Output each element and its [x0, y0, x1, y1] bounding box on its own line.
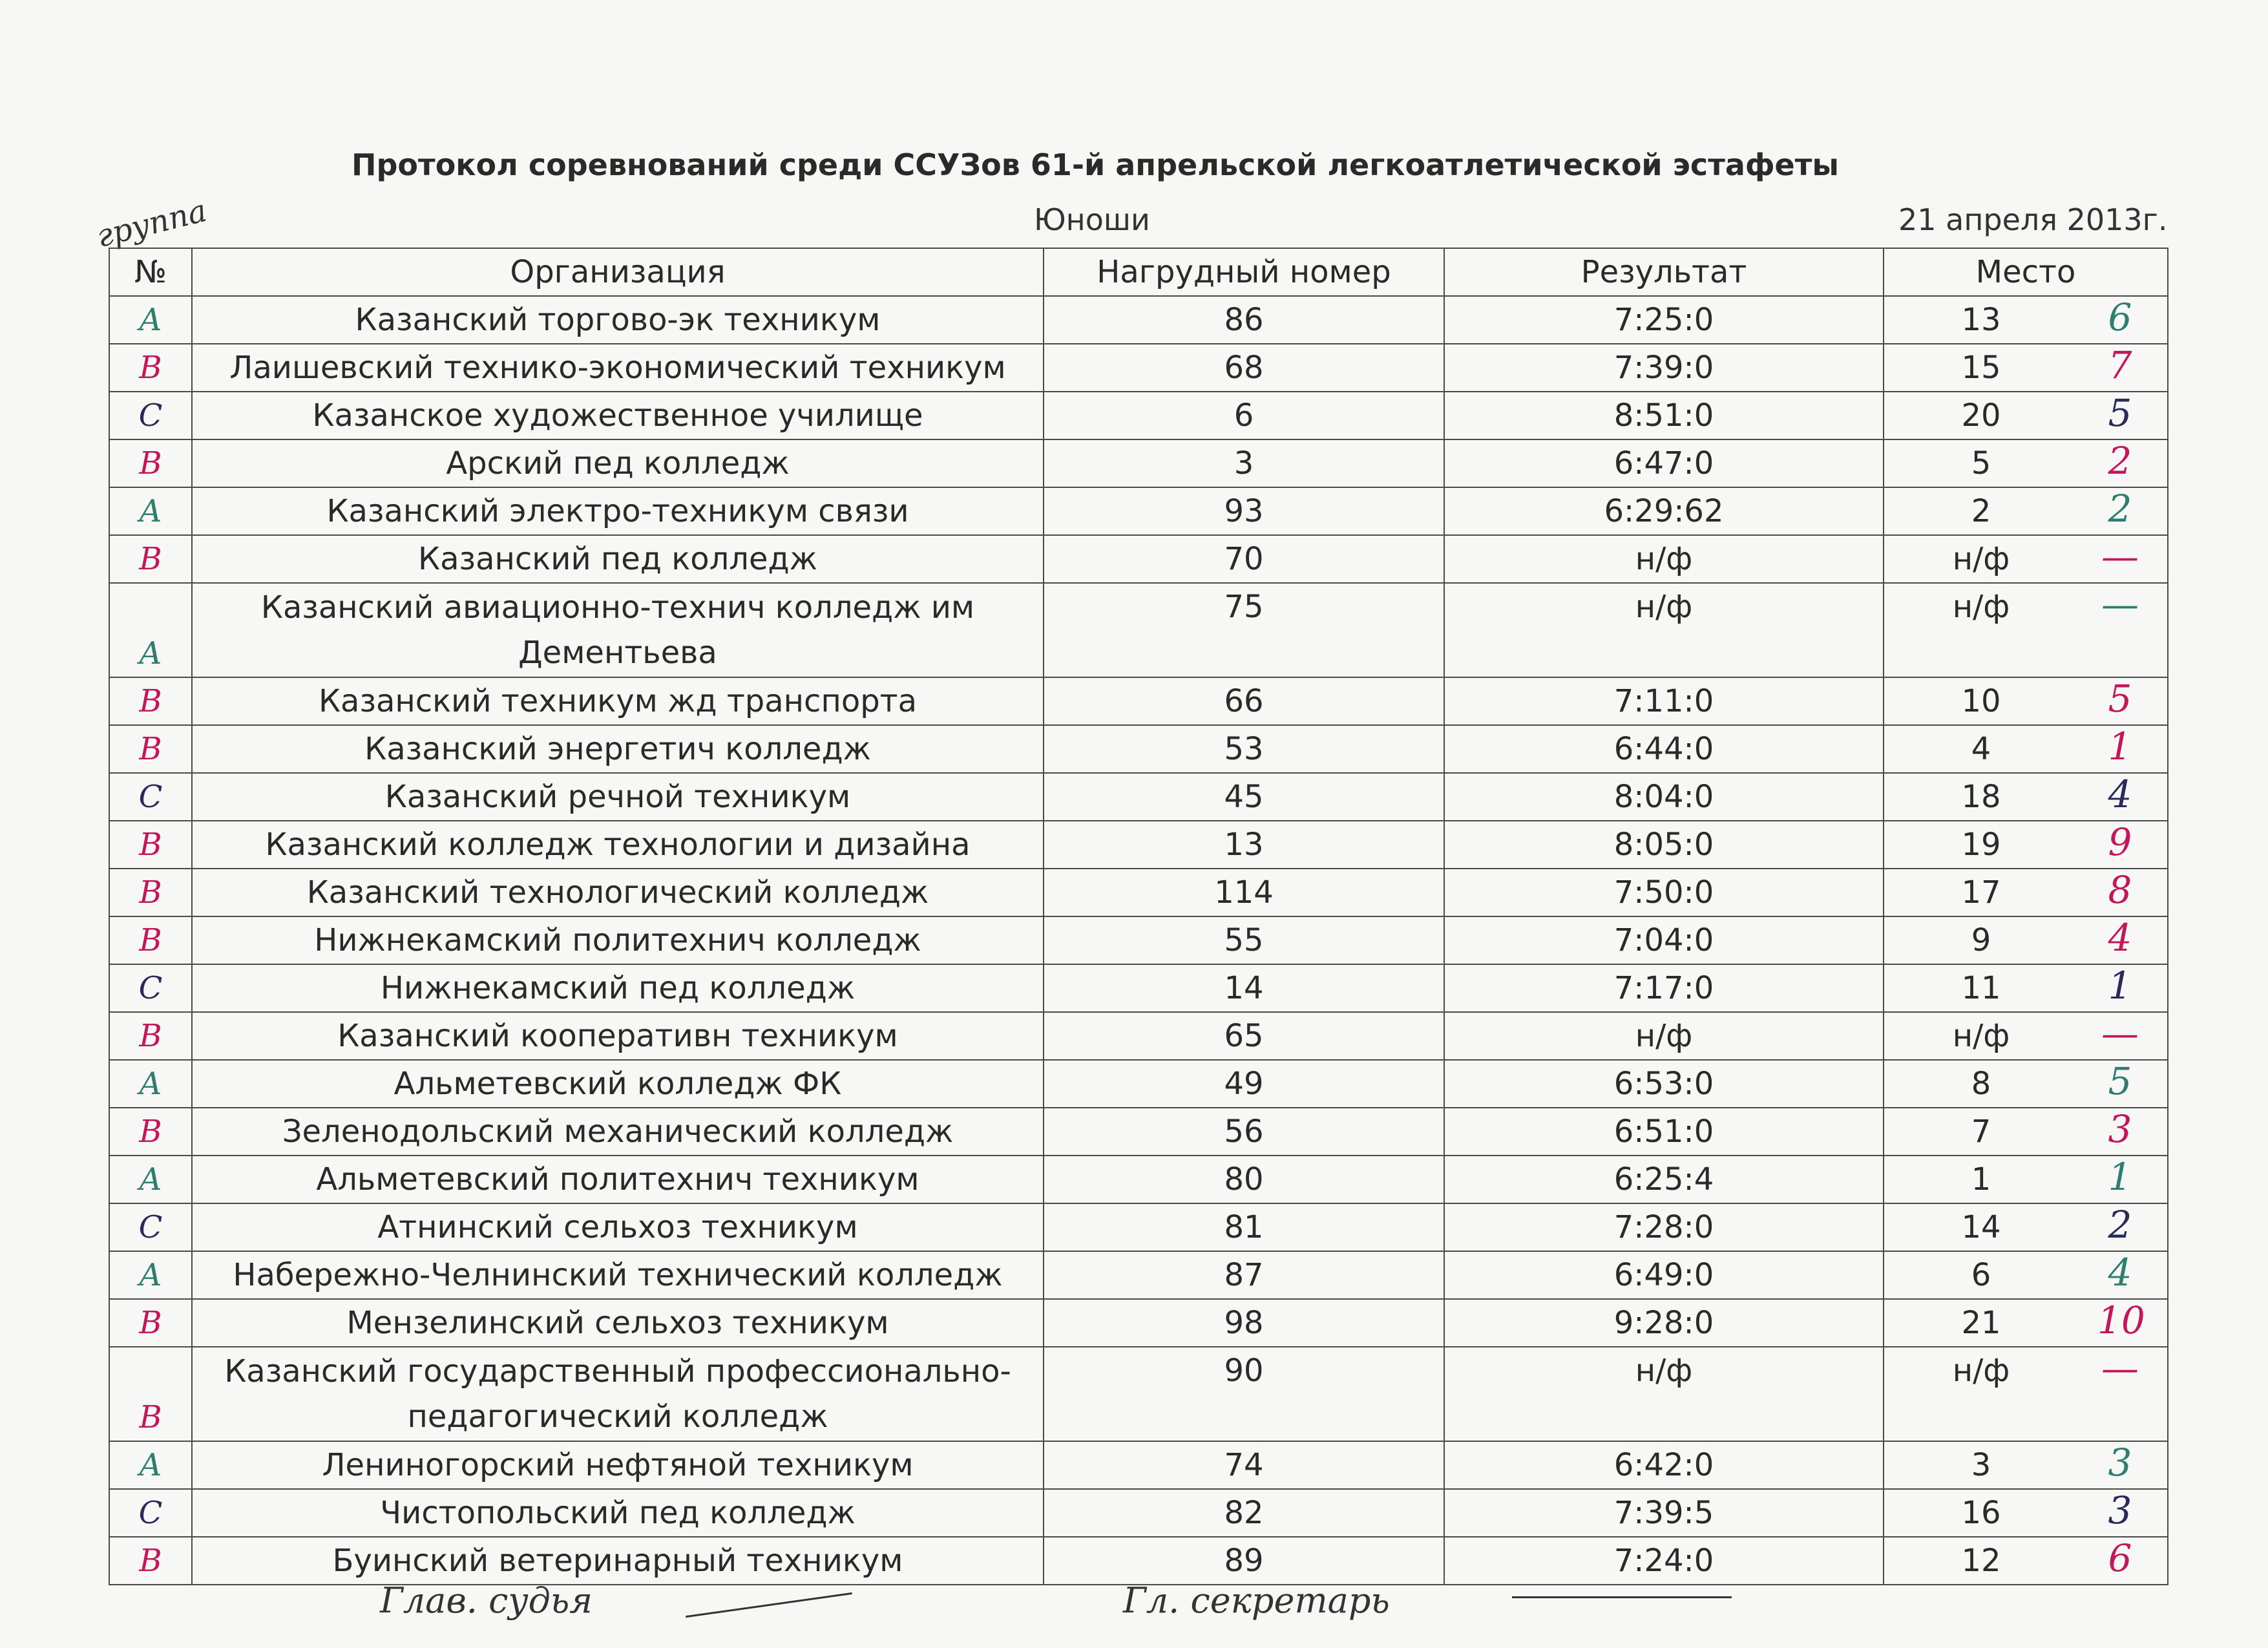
group-cell: B [109, 1108, 192, 1156]
organization-cell: Альметевский колледж ФК [192, 1060, 1044, 1108]
result-cell: 8:04:0 [1444, 773, 1884, 821]
table-row [109, 964, 2168, 1012]
organization-cell: Казанский техникум жд транспорта [192, 677, 1044, 725]
bib-cell: 53 [1044, 725, 1444, 773]
bib-cell: 70 [1044, 535, 1444, 583]
organization-cell: Казанский торгово-эк техникум [192, 296, 1044, 344]
result-cell: 7:28:0 [1444, 1203, 1884, 1251]
place-value: 11 [1961, 970, 2001, 1006]
group-cell: B [109, 535, 192, 583]
group-place-value: 2 [2108, 1203, 2132, 1247]
result-cell: 7:17:0 [1444, 964, 1884, 1012]
organization-cell: Атнинский сельхоз техникум [192, 1203, 1044, 1251]
bib-cell: 75 [1044, 583, 1444, 677]
result-cell: 6:25:4 [1444, 1156, 1884, 1203]
organization-cell: Зеленодольский механический колледж [192, 1108, 1044, 1156]
results-table [109, 248, 2168, 1585]
group-cell: B [109, 821, 192, 869]
group-place-value: 6 [2108, 295, 2132, 339]
table-row [109, 677, 2168, 725]
table-row [109, 1347, 2168, 1441]
place-value: 19 [1961, 827, 2001, 863]
bib-cell: 45 [1044, 773, 1444, 821]
group-cell: A [109, 1060, 192, 1108]
bib-cell: 81 [1044, 1203, 1444, 1251]
place-cell [1884, 1537, 2168, 1585]
table-row [109, 535, 2168, 583]
place-value: 8 [1971, 1066, 1991, 1102]
bib-cell: 87 [1044, 1251, 1444, 1299]
table-row [109, 725, 2168, 773]
table-row [109, 1299, 2168, 1347]
place-value: 7 [1971, 1114, 1991, 1150]
result-cell: 6:42:0 [1444, 1441, 1884, 1489]
group-place-value: 4 [2108, 1251, 2132, 1294]
table-row [109, 1489, 2168, 1537]
bib-cell: 86 [1044, 296, 1444, 344]
organization-cell: Казанский электро-техникум связи [192, 487, 1044, 535]
result-cell: 6:53:0 [1444, 1060, 1884, 1108]
organization-cell: Мензелинский сельхоз техникум [192, 1299, 1044, 1347]
group-cell: B [109, 725, 192, 773]
place-cell [1884, 1251, 2168, 1299]
table-row [109, 344, 2168, 392]
result-cell: 7:04:0 [1444, 916, 1884, 964]
result-cell: 7:24:0 [1444, 1537, 1884, 1585]
table-row [109, 1060, 2168, 1108]
place-cell [1884, 296, 2168, 344]
place-value: 18 [1961, 779, 2001, 815]
group-place-value: — [2101, 582, 2139, 626]
organization-cell: Казанское художественное училище [192, 392, 1044, 439]
place-cell [1884, 1489, 2168, 1537]
organization-cell: Нижнекамский пед колледж [192, 964, 1044, 1012]
result-cell: 7:39:0 [1444, 344, 1884, 392]
group-place-value: 5 [2108, 391, 2132, 435]
organization-cell: Альметевский политехнич техникум [192, 1156, 1044, 1203]
organization-cell: Казанский пед колледж [192, 535, 1044, 583]
bib-cell: 56 [1044, 1108, 1444, 1156]
organization-cell: Казанский речной техникум [192, 773, 1044, 821]
group-cell: B [109, 439, 192, 487]
group-place-value: — [2101, 1346, 2139, 1390]
organization-cell: Лениногорский нефтяной техникум [192, 1441, 1044, 1489]
table-header-row [109, 248, 2168, 296]
table-row [109, 1108, 2168, 1156]
bib-cell: 80 [1044, 1156, 1444, 1203]
table-row [109, 1203, 2168, 1251]
place-value: 5 [1971, 445, 1991, 481]
group-place-value: 7 [2108, 343, 2132, 387]
group-place-value: — [2101, 1011, 2139, 1055]
table-row [109, 1156, 2168, 1203]
place-cell [1884, 1156, 2168, 1203]
table-row [109, 1441, 2168, 1489]
result-cell: 7:11:0 [1444, 677, 1884, 725]
place-cell [1884, 869, 2168, 916]
group-cell: B [109, 677, 192, 725]
table-row [109, 439, 2168, 487]
place-cell [1884, 821, 2168, 869]
group-place-value: 5 [2108, 677, 2132, 721]
result-cell: 7:50:0 [1444, 869, 1884, 916]
group-cell: A [109, 296, 192, 344]
organization-cell: Казанский колледж технологии и дизайна [192, 821, 1044, 869]
result-cell: 6:51:0 [1444, 1108, 1884, 1156]
result-cell: 6:44:0 [1444, 725, 1884, 773]
group-place-value: — [2101, 534, 2139, 578]
bib-cell: 90 [1044, 1347, 1444, 1441]
place-cell [1884, 1108, 2168, 1156]
chief-judge-signature [686, 1592, 852, 1618]
place-cell [1884, 392, 2168, 439]
place-value: 12 [1961, 1543, 2001, 1579]
organization-cell: Набережно-Челнинский технический колледж [192, 1251, 1044, 1299]
group-cell: B [109, 344, 192, 392]
group-place-value: 6 [2108, 1536, 2132, 1580]
column-header-number: № [109, 248, 192, 296]
group-cell: C [109, 392, 192, 439]
place-value: 14 [1961, 1209, 2001, 1245]
table-row [109, 821, 2168, 869]
secretary-signature [1512, 1596, 1732, 1598]
bib-cell: 3 [1044, 439, 1444, 487]
result-cell: н/ф [1444, 535, 1884, 583]
bib-cell: 89 [1044, 1537, 1444, 1585]
table-row [109, 1537, 2168, 1585]
group-cell: A [109, 487, 192, 535]
organization-cell: Казанский кооперативн техникум [192, 1012, 1044, 1060]
chief-judge-label: Глав. судья [380, 1580, 593, 1621]
place-value: 10 [1961, 683, 2001, 719]
category-label: Юноши [1034, 202, 1150, 237]
place-value: н/ф [1952, 1353, 2010, 1389]
group-cell: B [109, 916, 192, 964]
table-row [109, 1251, 2168, 1299]
place-value: 17 [1961, 874, 2001, 911]
column-header-place: Место [1884, 248, 2168, 296]
group-place-value: 3 [2108, 1441, 2132, 1484]
place-value: н/ф [1952, 1018, 2010, 1054]
place-cell [1884, 487, 2168, 535]
organization-cell: Буинский ветеринарный техникум [192, 1537, 1044, 1585]
column-header-organization: Организация [192, 248, 1044, 296]
result-cell: н/ф [1444, 1347, 1884, 1441]
result-cell: н/ф [1444, 583, 1884, 677]
result-cell: 7:39:5 [1444, 1489, 1884, 1537]
bib-cell: 13 [1044, 821, 1444, 869]
bib-cell: 68 [1044, 344, 1444, 392]
bib-cell: 65 [1044, 1012, 1444, 1060]
page-title: Протокол соревнований среди ССУЗов 61-й апрельской легкоатлетической эстафеты [352, 147, 1839, 182]
place-cell [1884, 1441, 2168, 1489]
result-cell: 6:29:62 [1444, 487, 1884, 535]
secretary-label: Гл. секретарь [1123, 1580, 1390, 1621]
organization-cell: Арский пед колледж [192, 439, 1044, 487]
place-cell [1884, 583, 2168, 677]
group-place-value: 4 [2108, 916, 2132, 960]
bib-cell: 49 [1044, 1060, 1444, 1108]
place-value: 15 [1961, 350, 2001, 386]
protocol-date: 21 апреля 2013г. [1898, 202, 2168, 237]
place-cell [1884, 1347, 2168, 1441]
place-cell [1884, 439, 2168, 487]
table-row [109, 1012, 2168, 1060]
organization-cell: Казанский государственный профессионально-педагогический колледж [192, 1347, 1044, 1441]
group-place-value: 1 [2108, 724, 2132, 768]
place-cell [1884, 1203, 2168, 1251]
place-cell [1884, 1060, 2168, 1108]
place-value: 9 [1971, 922, 1991, 958]
handwritten-group-label: группа [92, 192, 211, 255]
table-row [109, 392, 2168, 439]
organization-cell: Казанский энергетич колледж [192, 725, 1044, 773]
group-cell: B [109, 1537, 192, 1585]
group-place-value: 1 [2108, 964, 2132, 1008]
place-value: 13 [1961, 302, 2001, 338]
place-cell [1884, 916, 2168, 964]
place-value: 16 [1961, 1495, 2001, 1531]
bib-cell: 14 [1044, 964, 1444, 1012]
place-value: 3 [1971, 1447, 1991, 1483]
table-row [109, 296, 2168, 344]
bib-cell: 114 [1044, 869, 1444, 916]
group-cell: A [109, 1441, 192, 1489]
group-cell: C [109, 773, 192, 821]
group-place-value: 2 [2108, 487, 2132, 531]
group-cell: A [109, 583, 192, 677]
group-place-value: 5 [2108, 1059, 2132, 1103]
result-cell: 8:05:0 [1444, 821, 1884, 869]
bib-cell: 6 [1044, 392, 1444, 439]
group-place-value: 1 [2108, 1155, 2132, 1199]
place-cell [1884, 773, 2168, 821]
place-cell [1884, 535, 2168, 583]
group-cell: B [109, 1347, 192, 1441]
table-row [109, 487, 2168, 535]
group-cell: B [109, 1299, 192, 1347]
table-body [109, 296, 2168, 1585]
place-value: н/ф [1952, 541, 2010, 577]
place-cell [1884, 964, 2168, 1012]
bib-cell: 93 [1044, 487, 1444, 535]
organization-cell: Чистопольский пед колледж [192, 1489, 1044, 1537]
place-value: н/ф [1952, 589, 2010, 625]
group-cell: A [109, 1156, 192, 1203]
group-place-value: 8 [2108, 868, 2132, 912]
result-cell: н/ф [1444, 1012, 1884, 1060]
place-value: 2 [1971, 493, 1991, 529]
bib-cell: 66 [1044, 677, 1444, 725]
group-place-value: 2 [2108, 439, 2132, 483]
place-value: 20 [1961, 397, 2001, 434]
place-value: 6 [1971, 1257, 1991, 1293]
organization-cell: Казанский технологический колледж [192, 869, 1044, 916]
place-cell [1884, 344, 2168, 392]
organization-cell: Нижнекамский политехнич колледж [192, 916, 1044, 964]
result-cell: 6:47:0 [1444, 439, 1884, 487]
result-cell: 7:25:0 [1444, 296, 1884, 344]
organization-cell: Лаишевский технико-экономический техникум [192, 344, 1044, 392]
place-cell [1884, 1012, 2168, 1060]
place-cell [1884, 677, 2168, 725]
result-cell: 9:28:0 [1444, 1299, 1884, 1347]
group-cell: C [109, 1203, 192, 1251]
bib-cell: 98 [1044, 1299, 1444, 1347]
group-cell: C [109, 964, 192, 1012]
group-place-value: 3 [2108, 1107, 2132, 1151]
group-cell: B [109, 869, 192, 916]
bib-cell: 74 [1044, 1441, 1444, 1489]
table-row [109, 583, 2168, 677]
group-place-value: 4 [2108, 772, 2132, 816]
result-cell: 8:51:0 [1444, 392, 1884, 439]
table-row [109, 869, 2168, 916]
column-header-bib: Нагрудный номер [1044, 248, 1444, 296]
place-cell [1884, 1299, 2168, 1347]
result-cell: 6:49:0 [1444, 1251, 1884, 1299]
place-cell [1884, 725, 2168, 773]
place-value: 4 [1971, 731, 1991, 767]
place-value: 21 [1961, 1305, 2001, 1341]
place-value: 1 [1971, 1161, 1991, 1198]
group-cell: B [109, 1012, 192, 1060]
group-place-value: 9 [2108, 820, 2132, 864]
bib-cell: 82 [1044, 1489, 1444, 1537]
column-header-result: Результат [1444, 248, 1884, 296]
organization-cell: Казанский авиационно-технич колледж им Дементьева [192, 583, 1044, 677]
group-place-value: 3 [2108, 1488, 2132, 1532]
group-cell: A [109, 1251, 192, 1299]
bib-cell: 55 [1044, 916, 1444, 964]
table-row [109, 916, 2168, 964]
table-row [109, 773, 2168, 821]
group-cell: C [109, 1489, 192, 1537]
group-place-value: 10 [2097, 1298, 2145, 1342]
